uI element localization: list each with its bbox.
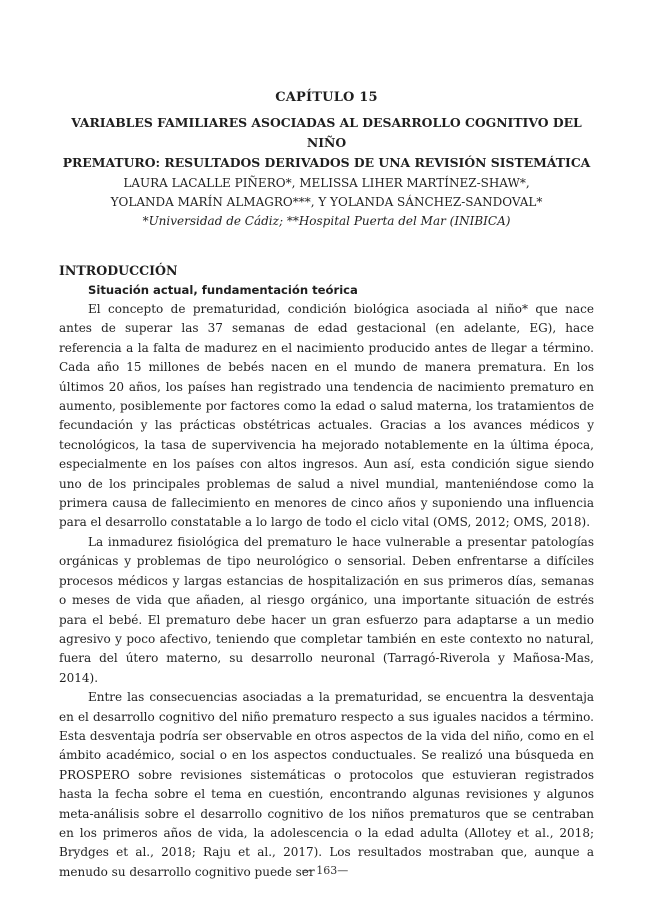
- chapter-label: CAPÍTULO 15: [275, 90, 378, 105]
- authors-line-1: LAURA LACALLE PIÑERO*, MELISSA LIHER MARTÍNEZ-SHAW*,: [123, 176, 530, 190]
- authors-line-2: YOLANDA MARÍN ALMAGRO***, Y YOLANDA SÁNCHEZ-SANDOVAL*: [110, 195, 543, 209]
- section-heading: INTRODUCCIÓN: [59, 263, 178, 278]
- body-text: [59, 300, 594, 882]
- page-number: — 163—: [301, 864, 349, 877]
- chapter-title: [59, 113, 594, 173]
- affiliation: *Universidad de Cádiz; **Hospital Puerta del Mar (INIBICA): [142, 214, 511, 228]
- author-block: [59, 174, 594, 231]
- subsection-heading: Situación actual, fundamentación teórica: [88, 283, 358, 297]
- paragraph: Entre las consecuencias asociadas a la prematuridad, se encuentra la desventaja en el desarrollo cognitivo del niño prematuro respecto a sus iguales nacidos a término. Esta desventaja podría ser observable en otros aspectos de la vida del niño, como en el ámbito académico, social o en los aspectos conductuales. Se realizó una búsqueda en PROSPERO sobre revisiones sistemáticas o protocolos que estuvieran registrados hasta la fecha sobre el tema en cuestión, encontrando algunas revisiones y algunos meta-análisis sobre el desarrollo cognitivo de los niños prematuros que se centraban en los primeros años de vida, la adolescencia o la edad adulta (Allotey et al., 2018; Brydges et al., 2018; Raju et al., 2017). Los resultados mostraban que, aunque a menudo su desarrollo cognitivo puede ser: [59, 690, 594, 879]
- paragraph: La inmadurez fisiológica del prematuro le hace vulnerable a presentar patologías orgánicas y problemas de tipo neurológico o sensorial. Deben enfrentarse a difíciles procesos médicos y largas estancias de hospitalización en sus primeros días, semanas o meses de vida que añaden, al riesgo orgánico, una importante situación de estrés para el bebé. El prematuro debe hacer un gran esfuerzo para adaptarse a un medio agresivo y poco afectivo, teniendo que completar también en este contexto no natural, fuera del útero materno, su desarrollo neuronal (Tarragó-Riverola y Mañosa-Mas, 2014).: [59, 534, 594, 685]
- chapter-title-line-1: VARIABLES FAMILIARES ASOCIADAS AL DESARROLLO COGNITIVO DEL NIÑO: [71, 115, 582, 150]
- chapter-title-line-2: PREMATURO: RESULTADOS DERIVADOS DE UNA REVISIÓN SISTEMÁTICA: [62, 155, 591, 170]
- paragraph: El concepto de prematuridad, condición biológica asociada al niño* que nace antes de superar las 37 semanas de edad gestacional (en adelante, EG), hace referencia a la falta de madurez en el nacimiento producido antes de llegar a término. Cada año 15 millones de bebés nacen en el mundo de manera prematura. En los últimos 20 años, los países han registrado una tendencia de nacimiento prematuro en aumento, posiblemente por factores como la edad o salud materna, los tratamientos de fecundación y las prácticas obstétricas actuales. Gracias a los avances médicos y tecnológicos, la tasa de supervivencia ha mejorado notablemente en la última época, especialmente en los países con altos ingresos. Aun así, esta condición sigue siendo uno de los principales problemas de salud a nivel mundial, manteniéndose como la primera causa de fallecimiento en menores de cinco años y suponiendo una influencia para el desarrollo constatable a lo largo de todo el ciclo vital (OMS, 2012; OMS, 2018).: [59, 302, 594, 530]
